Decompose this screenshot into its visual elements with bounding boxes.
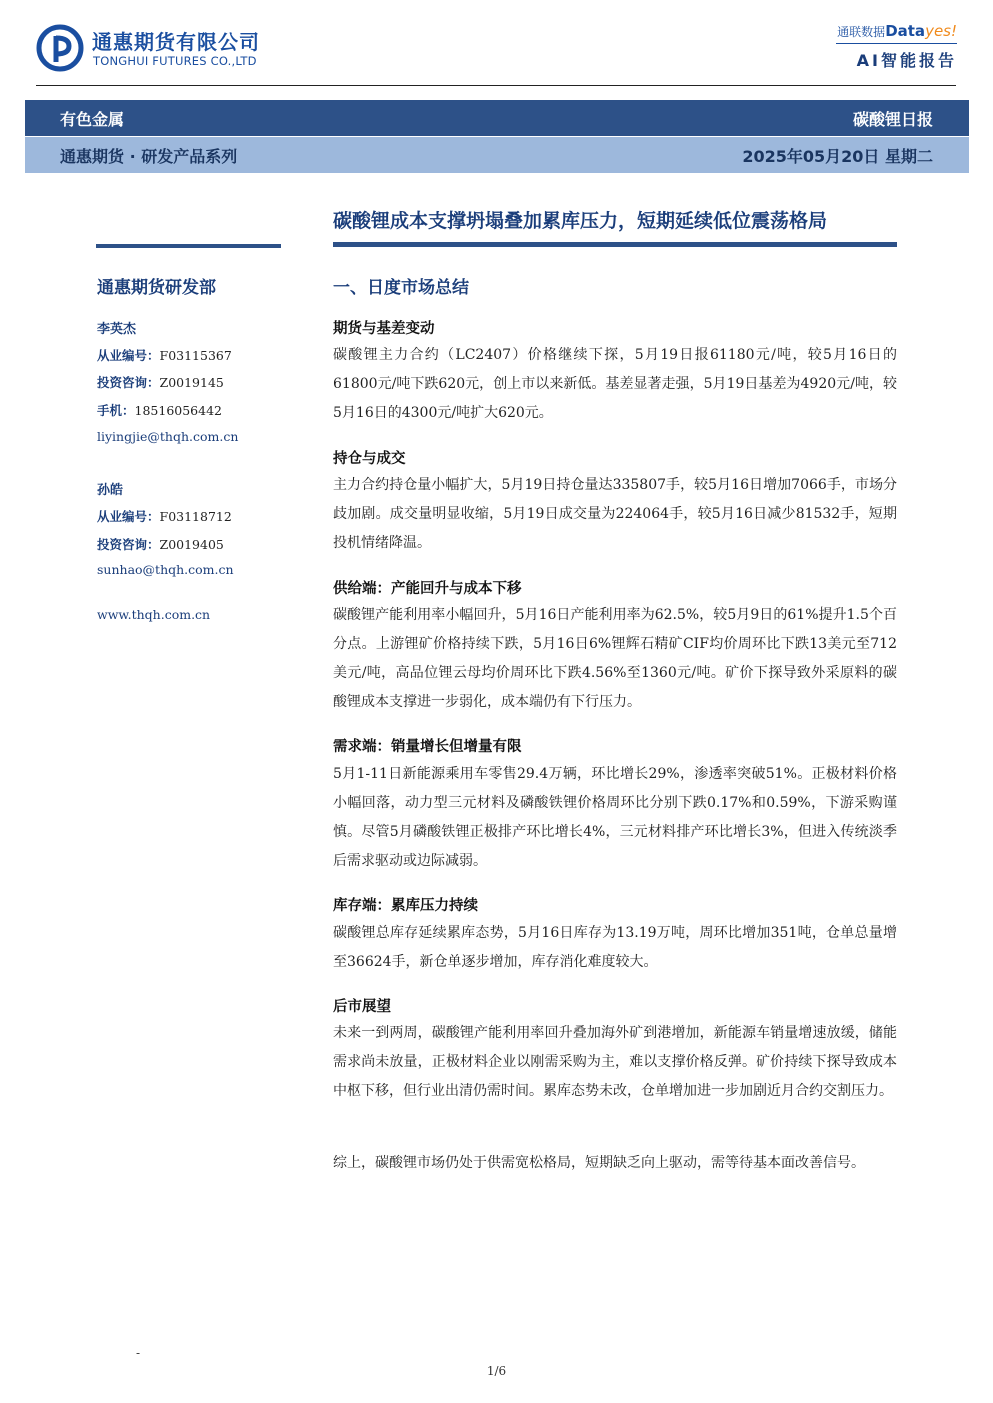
category-label: 有色金属 [60,110,125,129]
block-text: 碳酸锂产能利用率小幅回升，5月16日产能利用率为62.5%，较5月9日的61%提升1.5个百分点。上游锂矿价格持续下跌，5月16日6%锂辉石精矿CIF均价周环比下跌13美元至712美元/吨，高品位锂云母均价周环比下跌4.56%至1360元/吨。矿价下探导致外采原料的碳酸锂成本支撑进一步弱化，成本端仍有下行压力。 [333,607,897,710]
brand-data: Data [885,22,926,40]
analyst-license [97,346,232,364]
series-label: 通惠期货 · 研发产品系列 [60,147,238,166]
analyst-license [97,507,232,525]
category-band [25,100,969,136]
section-title: 一、日度市场总结 [333,278,469,298]
header-divider [36,85,956,86]
block-heading: 后市展望 [333,999,391,1015]
logo-company-name-en: TONGHUI FUTURES CO.,LTD [93,54,257,68]
department-title: 通惠期货研发部 [97,278,216,298]
website-link[interactable]: www.thqh.com.cn [97,607,211,622]
report-type-label: 碳酸锂日报 [852,110,933,129]
block-text: 5月1-11日新能源乘用车零售29.4万辆，环比增长29%，渗透率突破51%。正极材料价格小幅回落，动力型三元材料及磷酸铁锂价格周环比分别下跌0.17%和0.59%，下游采购谨慎。尽管5月磷酸铁锂正极排产环比增长4%，三元材料排产环比增长3%，但进入传统淡季后需求驱动或边际减弱。 [333,766,897,869]
report-date: 2025年05月20日 星期二 [742,147,933,166]
datayes-logo [822,22,957,40]
block-text: 主力合约持仓量小幅扩大，5月19日持仓量达335807手，较5月16日增加7066手，市场分歧加剧。成交量明显收缩，5月19日成交量为224064手，较5月16日减少81532手，短期投机情绪降温。 [333,477,897,551]
company-logo [36,24,266,74]
consult-value: Z0019405 [159,537,224,552]
footer-mark: - [136,1346,141,1360]
conclusion-text: 综上，碳酸锂市场仍处于供需宽松格局，短期缺乏向上驱动，需等待基本面改善信号。 [333,1155,865,1171]
report-title: 碳酸锂成本支撑坍塌叠加累库压力，短期延续低位震荡格局 [333,210,828,232]
series-band [25,137,969,173]
consult-value: Z0019145 [159,375,224,390]
analyst-email[interactable]: sunhao@thqh.com.cn [97,562,234,577]
license-label: 从业编号： [97,509,160,524]
brand-yes: yes! [925,22,957,40]
block-text: 碳酸锂主力合约（LC2407）价格继续下探，5月19日报61180元/吨，较5月16日的61800元/吨下跌620元，创上市以来新低。基差显著走强，5月19日基差为4920元/吨，较5月16日的4300元/吨扩大620元。 [333,347,897,421]
ai-report-label: AI智能报告 [856,51,957,70]
block-heading: 期货与基差变动 [333,321,435,337]
analyst-email[interactable]: liyingjie@thqh.com.cn [97,429,239,444]
block-heading: 需求端：销量增长但增量有限 [333,739,522,755]
analyst-name: 孙皓 [97,483,124,498]
license-value: F03118712 [159,509,232,524]
block-heading: 持仓与成交 [333,451,406,467]
consult-label: 投资咨询： [97,537,160,552]
datayes-brand [822,22,957,74]
analyst-consult [97,535,224,553]
phone-value: 18516056442 [134,403,222,418]
brand-prefix: 通联数据 [837,25,886,39]
block-text: 碳酸锂总库存延续累库态势，5月16日库存为13.19万吨，周环比增加351吨，仓单总量增至36624手，新仓单逐步增加，库存消化难度较大。 [333,925,897,970]
sidebar-divider [96,244,281,248]
block-text: 未来一到两周，碳酸锂产能利用率回升叠加海外矿到港增加，新能源车销量增速放缓，储能需求尚未放量，正极材料企业以刚需采购为主，难以支撑价格反弹。矿价持续下探导致成本中枢下移，但行业出清仍需时间。累库态势未改，仓单增加进一步加剧近月合约交割压力。 [333,1025,897,1099]
analyst-phone [97,401,222,419]
analyst-name: 李英杰 [97,322,137,337]
analyst-consult [97,373,224,391]
block-heading: 库存端：累库压力持续 [333,898,478,914]
title-divider [333,242,897,247]
brand-divider [836,43,957,44]
phone-label: 手机： [97,403,135,418]
logo-company-name: 通惠期货有限公司 [92,30,260,54]
consult-label: 投资咨询： [97,375,160,390]
license-label: 从业编号： [97,348,160,363]
page-number: 1/6 [486,1364,507,1378]
tonghui-logo-icon [36,24,84,72]
license-value: F03115367 [159,348,232,363]
block-heading: 供给端：产能回升与成本下移 [333,581,522,597]
